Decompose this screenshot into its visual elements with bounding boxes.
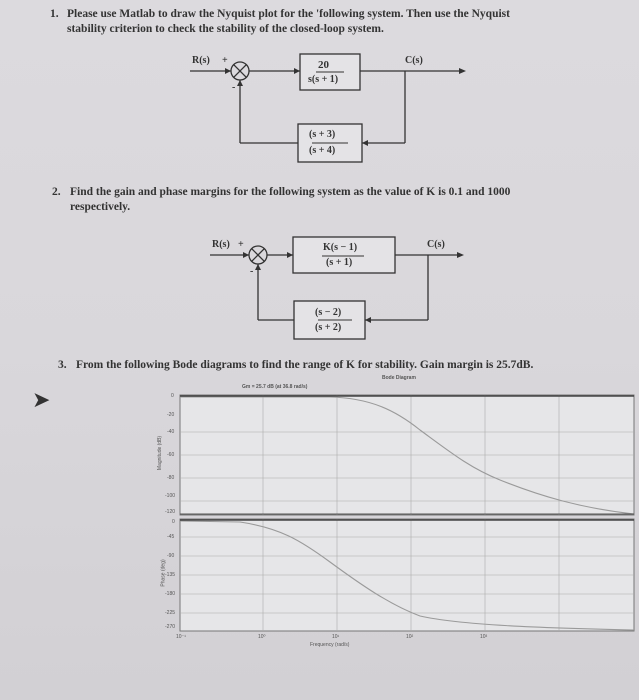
d1-feedback-numerator: (s + 3) — [309, 129, 336, 140]
d2-output-label: C(s) — [427, 239, 445, 250]
mag-tick: 0 — [171, 393, 174, 399]
d1-input-label: R(s) — [192, 55, 210, 66]
question-2-number: 2. — [52, 186, 61, 198]
phase-tick: -90 — [167, 553, 175, 559]
d2-forward-numerator: K(s − 1) — [323, 242, 358, 253]
d2-plus-sign: + — [238, 239, 244, 250]
question-3-text: From the following Bode diagrams to find the range of K for stability. Gain margin is 25.7dB. — [76, 359, 534, 371]
d2-feedback-denominator: (s + 2) — [315, 322, 342, 333]
d2-feedback-numerator: (s − 2) — [315, 307, 342, 318]
d2-minus-sign: - — [250, 266, 254, 277]
pointer-arrow-icon: ➤ — [32, 388, 51, 413]
mag-tick: -120 — [165, 509, 176, 515]
mag-tick: -100 — [165, 493, 176, 499]
magnitude-axis-label: Magnitude (dB) — [157, 435, 164, 471]
question-3-number: 3. — [58, 359, 67, 371]
d1-forward-denominator: s(s + 1) — [308, 74, 339, 85]
x-tick: 10⁻¹ — [176, 634, 186, 640]
phase-tick: 0 — [172, 519, 175, 525]
d1-plus-sign: + — [222, 55, 228, 66]
frequency-axis-label: Frequency (rad/s) — [310, 642, 350, 648]
mag-tick: -60 — [167, 452, 175, 458]
mag-tick: -20 — [167, 412, 175, 418]
d2-input-label: R(s) — [212, 239, 230, 250]
phase-tick: -225 — [165, 610, 176, 616]
question-1-number: 1. — [50, 8, 59, 20]
d2-forward-denominator: (s + 1) — [326, 257, 353, 268]
mag-tick: -40 — [167, 429, 175, 435]
d1-minus-sign: - — [232, 82, 236, 93]
phase-axis-label: Phase (deg) — [160, 559, 167, 587]
phase-tick: -135 — [165, 572, 176, 578]
phase-tick: -270 — [165, 624, 176, 630]
x-tick: 10³ — [480, 634, 488, 640]
phase-tick: -45 — [167, 534, 175, 540]
bode-gain-margin-subtitle: Gm = 25.7 dB (at 36.8 rad/s) — [242, 384, 308, 390]
x-tick: 10² — [406, 634, 414, 640]
phase-tick: -180 — [165, 591, 176, 597]
d1-forward-numerator: 20 — [318, 59, 329, 71]
d1-feedback-denominator: (s + 4) — [309, 145, 336, 156]
x-tick: 10⁰ — [258, 634, 266, 640]
question-2-line-1: Find the gain and phase margins for the following system as the value of K is 0.1 and 1000 — [70, 186, 511, 198]
question-1-line-2: stability criterion to check the stability of the closed-loop system. — [67, 23, 384, 35]
bode-title: Bode Diagram — [382, 375, 416, 381]
d1-output-label: C(s) — [405, 55, 423, 66]
question-2-line-2: respectively. — [70, 201, 131, 213]
question-1-line-1: Please use Matlab to draw the Nyquist plot for the 'following system. Then use the Nyquist — [67, 8, 510, 20]
x-tick: 10¹ — [332, 634, 340, 640]
mag-tick: -80 — [167, 475, 175, 481]
